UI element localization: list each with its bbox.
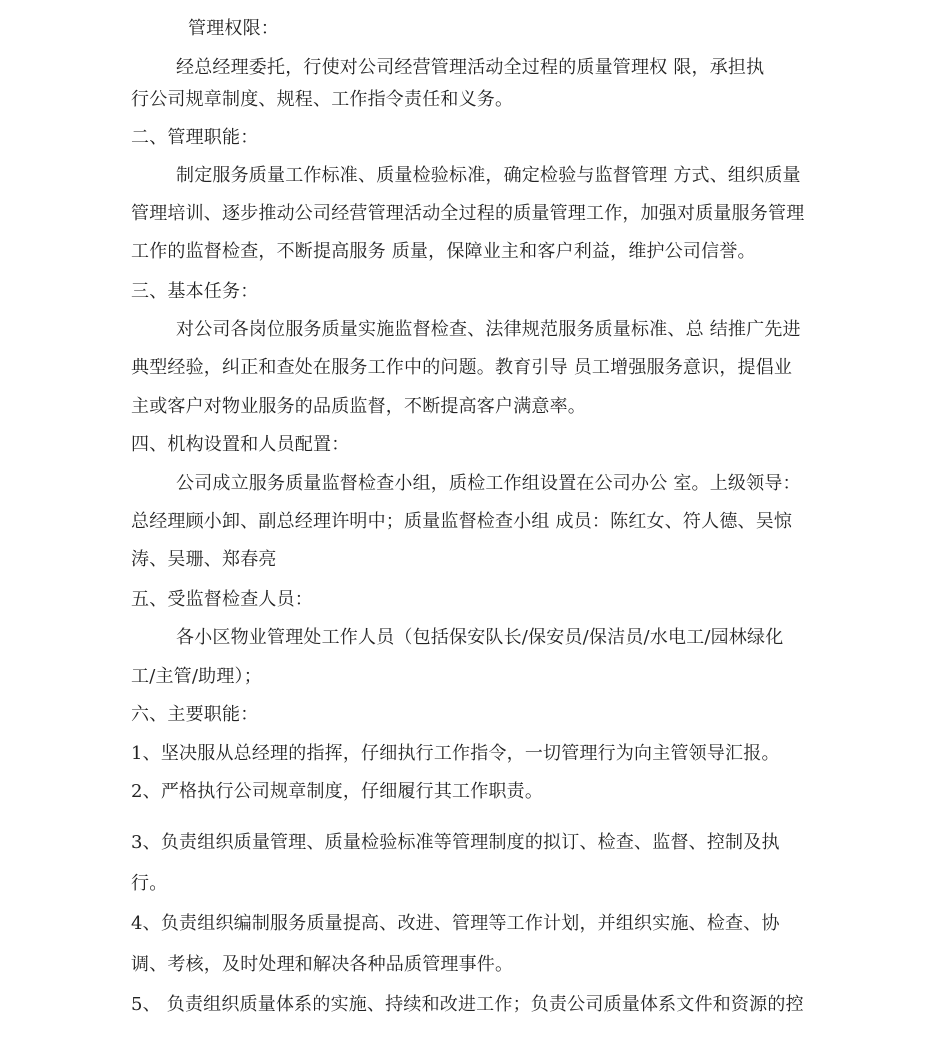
paragraph-line: 工/主管/助理）； (131, 666, 262, 687)
list-item: 1、坚决服从总经理的指挥，仔细执行工作指令，一切管理行为向主管领导汇报。 (131, 743, 780, 764)
paragraph-line: 对公司各岗位服务质量实施监督检查、法律规范服务质量标准、总 结推广先进 (176, 319, 801, 340)
section-heading-supervised: 五、受监督检查人员： (131, 589, 313, 610)
list-item: 2、严格执行公司规章制度，仔细履行其工作职责。 (131, 781, 544, 802)
section-heading-tasks: 三、基本任务： (131, 281, 259, 302)
paragraph-line: 公司成立服务质量监督检查小组，质检工作组设置在公司办公 室。上级领导： (176, 473, 801, 494)
section-heading-duties: 六、主要职能： (131, 704, 259, 725)
paragraph-line: 工作的监督检查，不断提高服务 质量，保障业主和客户利益，维护公司信誉。 (131, 241, 756, 262)
list-item: 4、负责组织编制服务质量提高、改进、管理等工作计划，并组织实施、检查、协 (131, 913, 780, 934)
paragraph-line: 主或客户对物业服务的品质监督，不断提高客户满意率。 (131, 396, 586, 417)
list-item: 3、负责组织质量管理、质量检验标准等管理制度的拟订、检查、监督、控制及执 (131, 832, 780, 853)
section-heading-organization: 四、机构设置和人员配置： (131, 434, 350, 455)
list-item: 5、 负责组织质量体系的实施、持续和改进工作；负责公司质量体系文件和资源的控 (131, 994, 804, 1015)
paragraph-line: 管理培训、逐步推动公司经营管理活动全过程的质量管理工作，加强对质量服务管理 (131, 203, 805, 224)
paragraph-line: 各小区物业管理处工作人员（包括保安队长/保安员/保洁员/水电工/园林绿化 (176, 627, 784, 648)
paragraph-line: 典型经验，纠正和查处在服务工作中的问题。教育引导 员工增强服务意识，提倡业 (131, 357, 793, 378)
paragraph-line: 经总经理委托，行使对公司经营管理活动全过程的质量管理权 限，承担执 (176, 57, 765, 78)
list-item-continuation: 行。 (131, 873, 168, 894)
paragraph-line: 制定服务质量工作标准、质量检验标准，确定检验与监督管理 方式、组织质量 (176, 165, 801, 186)
paragraph-line: 涛、吴珊、郑春亮 (131, 549, 277, 570)
paragraph-line: 总经理顾小卸、副总经理许明中；质量监督检查小组 成员：陈红女、符人德、吴惊 (131, 511, 793, 532)
section-heading-functions: 二、管理职能： (131, 127, 259, 148)
list-item-continuation: 调、考核，及时处理和解决各种品质管理事件。 (131, 954, 514, 975)
paragraph-line: 行公司规章制度、规程、工作指令责任和义务。 (131, 89, 514, 110)
section-heading-authority: 管理权限： (188, 18, 279, 39)
